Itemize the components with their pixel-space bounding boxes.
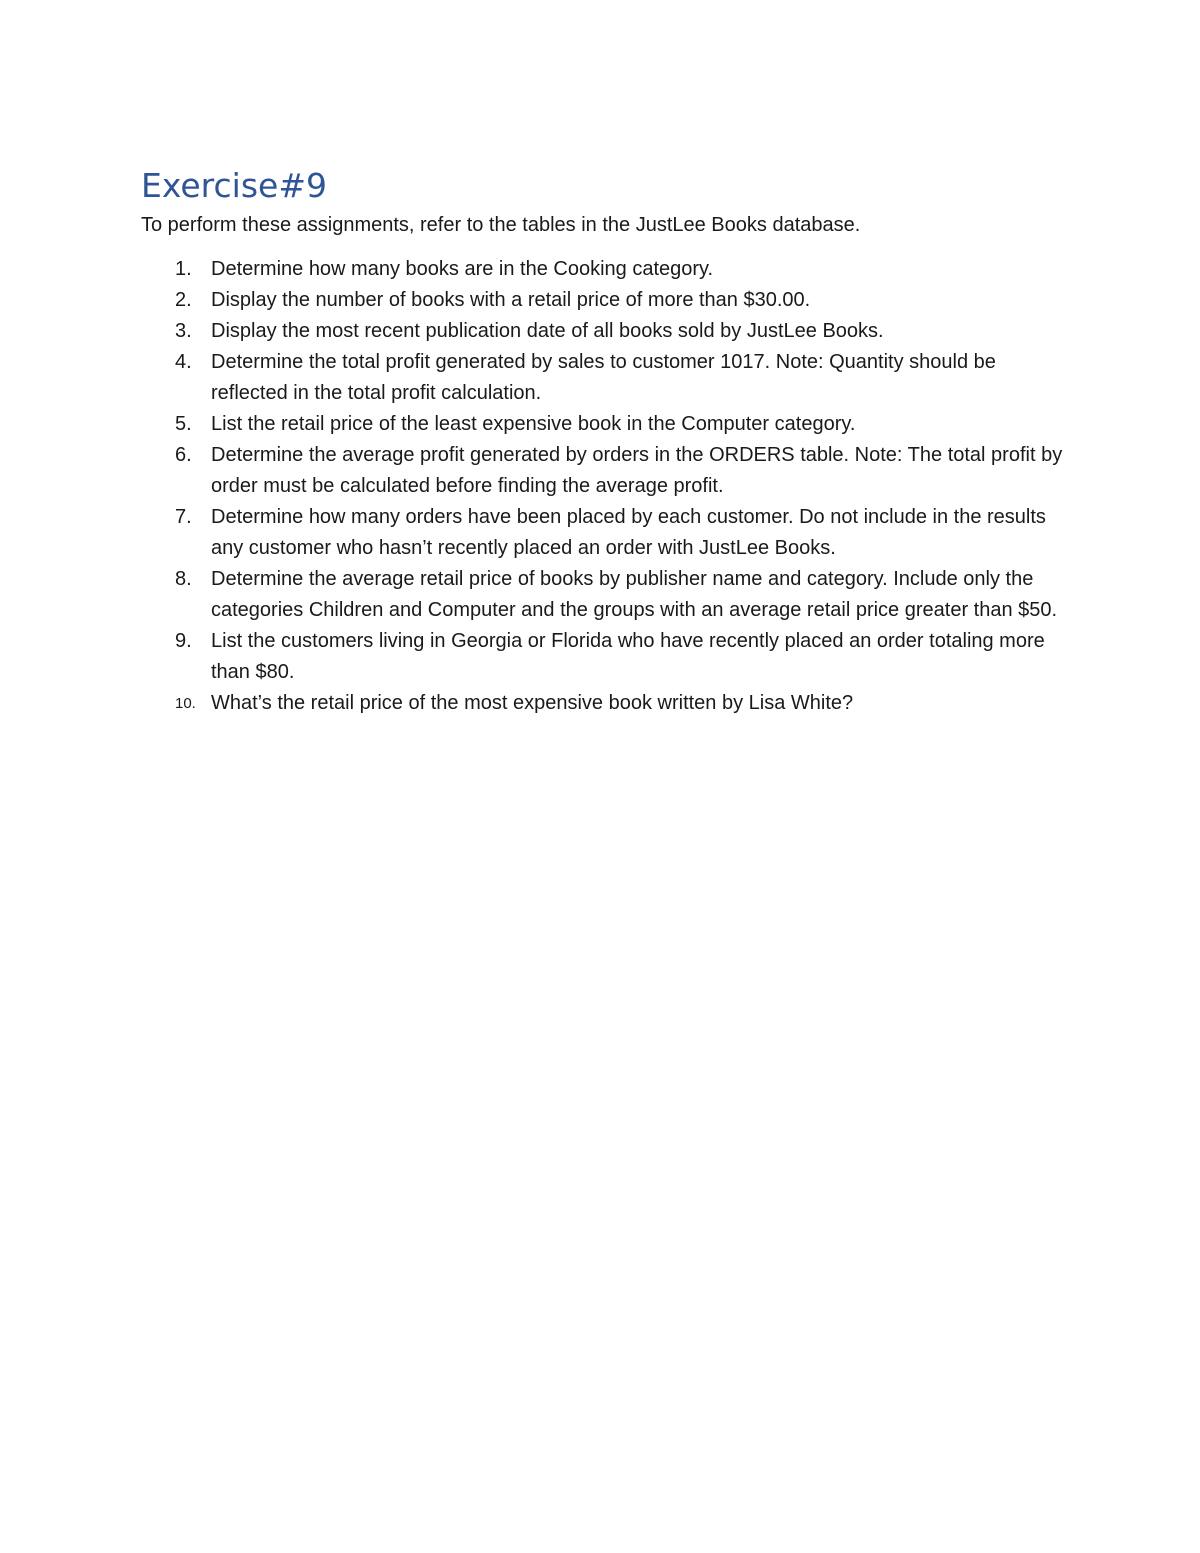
item-text: Display the most recent publication date of all books sold by JustLee Books. bbox=[211, 320, 884, 342]
item-number: 9. bbox=[175, 630, 192, 652]
exercise-list bbox=[175, 254, 1071, 719]
list-item bbox=[175, 626, 1071, 688]
intro-paragraph: To perform these assignments, refer to the tables in the JustLee Books database. bbox=[141, 214, 861, 236]
item-text: Determine the average profit generated by orders in the ORDERS table. Note: The total profit by order must be calculated before finding the average profit. bbox=[211, 444, 1063, 497]
item-text: Determine the average retail price of books by publisher name and category. Include only the categories Children and Computer and the groups with an average retail price greater than $50. bbox=[211, 568, 1058, 621]
item-number: 6. bbox=[175, 444, 192, 466]
list-item bbox=[175, 409, 1071, 440]
item-number: 3. bbox=[175, 320, 192, 342]
item-number: 10. bbox=[175, 695, 196, 712]
list-item bbox=[175, 254, 1071, 285]
list-item bbox=[175, 285, 1071, 316]
list-item bbox=[175, 564, 1071, 626]
page-title: Exercise#9 bbox=[141, 166, 327, 205]
item-text: Determine the total profit generated by sales to customer 1017. Note: Quantity should be reflected in the total profit calculation. bbox=[211, 351, 996, 404]
item-text: What’s the retail price of the most expensive book written by Lisa White? bbox=[211, 692, 854, 714]
item-number: 2. bbox=[175, 289, 192, 311]
list-item bbox=[175, 502, 1071, 564]
item-text: List the retail price of the least expensive book in the Computer category. bbox=[211, 413, 856, 435]
item-number: 7. bbox=[175, 506, 192, 528]
item-text: Determine how many books are in the Cooking category. bbox=[211, 258, 714, 280]
item-text: List the customers living in Georgia or Florida who have recently placed an order totaling more than $80. bbox=[211, 630, 1045, 683]
item-number: 8. bbox=[175, 568, 192, 590]
list-item bbox=[175, 347, 1071, 409]
item-number: 5. bbox=[175, 413, 192, 435]
item-number: 4. bbox=[175, 351, 192, 373]
item-text: Determine how many orders have been placed by each customer. Do not include in the results any customer who hasn’t recently placed an order with JustLee Books. bbox=[211, 506, 1046, 559]
item-text: Display the number of books with a retail price of more than $30.00. bbox=[211, 289, 811, 311]
item-number: 1. bbox=[175, 258, 192, 280]
list-item bbox=[175, 440, 1071, 502]
list-item bbox=[175, 688, 1071, 719]
list-item bbox=[175, 316, 1071, 347]
